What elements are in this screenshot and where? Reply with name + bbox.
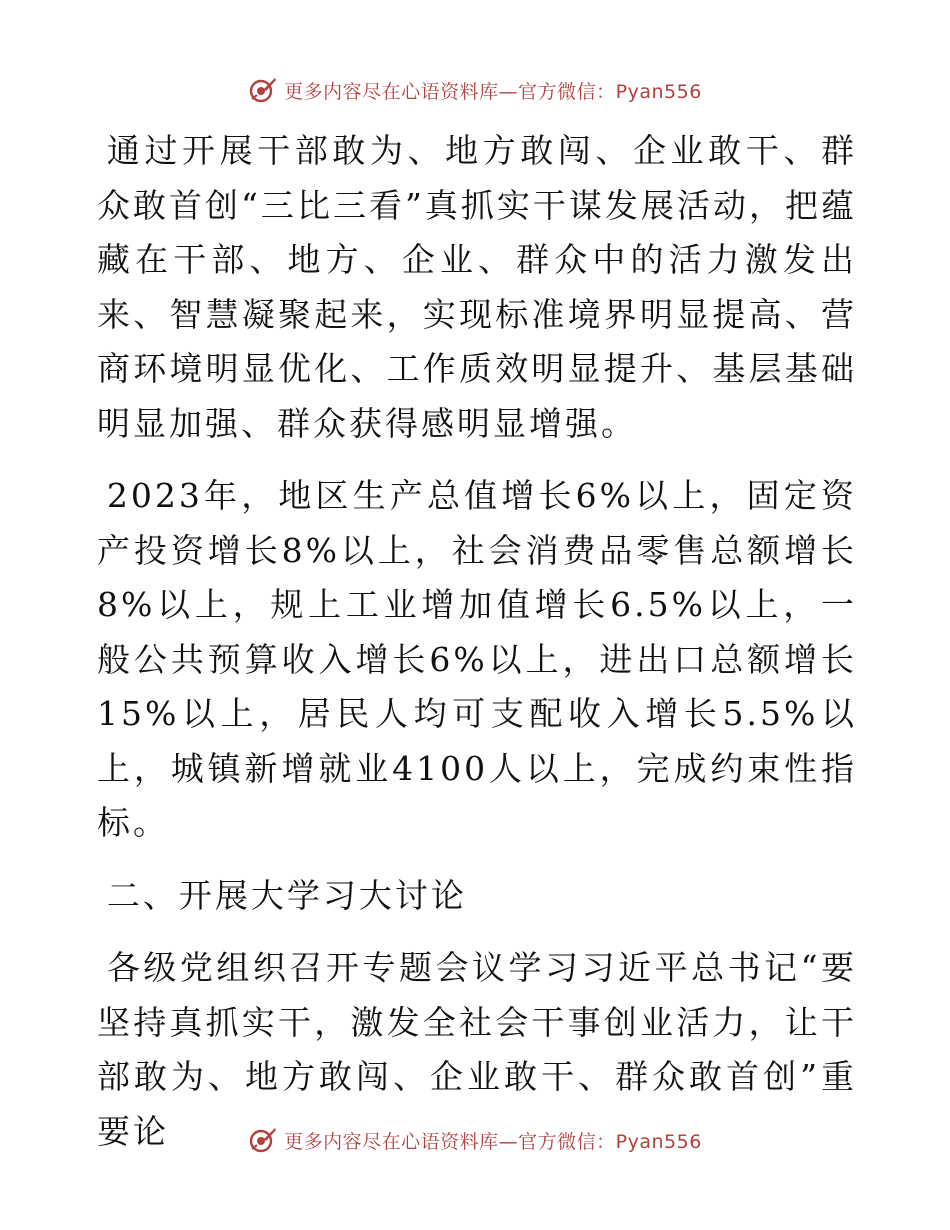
- body-paragraph: 各级党组织召开专题会议学习习近平总书记“要坚持真抓实干，激发全社会干事创业活力，让干部敢为、地方敢闯、企业敢干、群众敢首创”重要论: [97, 948, 857, 1151]
- header-watermark: [0, 72, 950, 108]
- watermark-text: 更多内容尽在心语资料库—官方微信：Pyan556: [284, 80, 702, 103]
- section-heading: 二、开展大学习大讨论: [106, 875, 467, 915]
- document-body: [97, 124, 857, 1159]
- footer-watermark: [0, 1122, 950, 1158]
- quill-seal-icon: [248, 1125, 278, 1155]
- watermark-text: 更多内容尽在心语资料库—官方微信：Pyan556: [284, 1130, 702, 1153]
- body-paragraph: 2023年，地区生产总值增长6%以上，固定资产投资增长8%以上，社会消费品零售总额增长8%以上，规上工业增加值增长6.5%以上，一般公共预算收入增长6%以上，进出口总额增长15%以上，居民人均可支配收入增长5.5%以上，城镇新增就业4100人以上，完成约束性指标。: [97, 476, 857, 842]
- quill-seal-icon: [248, 75, 278, 105]
- body-paragraph: 通过开展干部敢为、地方敢闯、企业敢干、群众敢首创“三比三看”真抓实干谋发展活动，把蕴藏在干部、地方、企业、群众中的活力激发出来、智慧凝聚起来，实现标准境界明显提高、营商环境明显优化、工作质效明显提升、基层基础明显加强、群众获得感明显增强。: [97, 131, 857, 443]
